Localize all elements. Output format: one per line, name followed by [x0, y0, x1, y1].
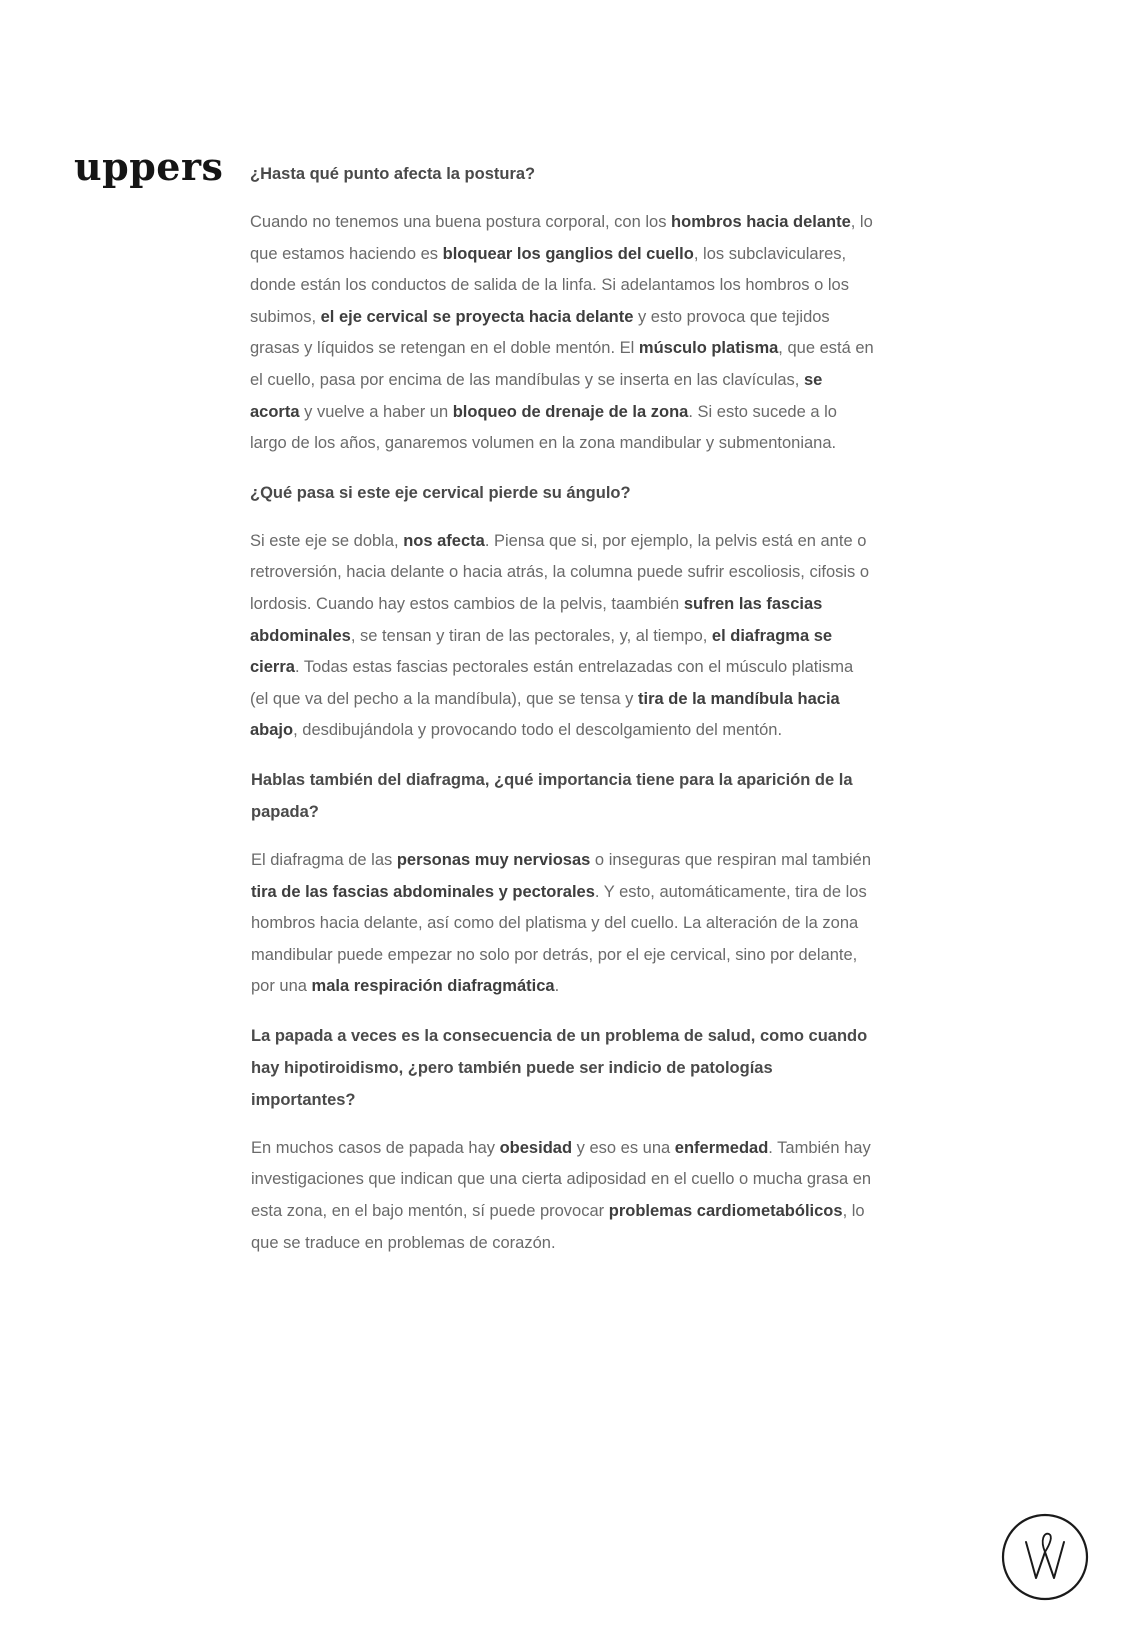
qa-section-1 — [250, 158, 874, 460]
body-text: , lo que estamos haciendo es — [250, 213, 873, 263]
emphasis-text: se acorta — [250, 370, 823, 421]
emphasis-text: músculo platisma — [638, 339, 779, 358]
question-heading: ¿Hasta qué punto afecta la postura? — [250, 165, 536, 183]
answer-paragraph — [250, 207, 874, 460]
body-text: y esto provoca que tejidos grasas y líquidos se retengan en el doble mentón. El — [250, 307, 830, 358]
body-text: y vuelve a haber un — [299, 402, 453, 421]
brand-logo: uppers — [74, 144, 224, 189]
body-text: . Piensa que si, por ejemplo, la pelvis está en ante o retroversión, hacia delante o hacia atrás, la columna puede sufrir escoliosis, cifosis o lordosis. Cuando hay estos cambios de la pelvis, taambién — [250, 531, 870, 613]
body-text: Si este eje se dobla, — [250, 531, 404, 550]
body-text: . — [554, 977, 560, 996]
emphasis-text: tira de las fascias abdominales y pectorales — [251, 882, 595, 901]
question-heading: La papada a veces es la consecuencia de un problema de salud, como cuando hay hipotiroidismo, ¿pero también puede ser indicio de patologías importantes? — [251, 1026, 868, 1109]
emphasis-text: problemas cardiometabólicos — [608, 1202, 843, 1221]
qa-section-2 — [250, 477, 874, 747]
body-text: , los subclaviculares, donde están los conductos de salida de la linfa. Si adelantamos los hombros o los subimos, — [250, 244, 849, 326]
emphasis-text: el diafragma se cierra — [250, 626, 833, 677]
emphasis-text: el eje cervical se proyecta hacia delante — [320, 307, 634, 326]
w-monogram-logo-icon — [1000, 1512, 1090, 1602]
emphasis-text: bloqueo de drenaje de la zona — [452, 402, 689, 421]
body-text: . Y esto, automáticamente, tira de los hombros hacia delante, así como del platisma y del cuello. La alteración de la zona mandibular puede empezar no solo por detrás, por el eje cervical, sino por delante, por una — [251, 882, 867, 996]
answer-paragraph — [251, 1133, 874, 1259]
emphasis-text: enfermedad — [674, 1138, 769, 1157]
body-text: En muchos casos de papada hay — [251, 1138, 500, 1157]
body-text: . Todas estas fascias pectorales están entrelazadas con el músculo platisma (el que va del pecho a la mandíbula), que se tensa y — [250, 658, 854, 708]
question-heading: ¿Qué pasa si este eje cervical pierde su ángulo? — [250, 483, 631, 502]
body-text: El diafragma de las — [251, 850, 397, 869]
body-text: . Si esto sucede a lo largo de los años, ganaremos volumen en la zona mandibular y submentoniana. — [250, 402, 837, 453]
emphasis-text: tira de la mandíbula hacia abajo — [250, 689, 840, 740]
emphasis-text: nos afecta — [403, 531, 485, 550]
emphasis-text: obesidad — [499, 1138, 573, 1157]
body-text: . También hay investigaciones que indican que una cierta adiposidad en el cuello o mucha grasa en esta zona, en el bajo mentón, sí puede provocar — [251, 1138, 872, 1221]
emphasis-text: mala respiración diafragmática — [311, 977, 555, 996]
emphasis-text: sufren las fascias abdominales — [250, 594, 823, 645]
qa-section-3 — [251, 764, 874, 1003]
emphasis-text: bloquear los ganglios del cuello — [442, 244, 694, 263]
body-text: , que está en el cuello, pasa por encima de las mandíbulas y se inserta en las clavículas, — [250, 339, 874, 389]
qa-section-4 — [251, 1020, 874, 1259]
answer-paragraph — [250, 526, 874, 747]
body-text: o inseguras que respiran mal también — [590, 850, 871, 869]
body-text: Cuando no tenemos una buena postura corporal, con los — [250, 213, 672, 231]
body-text: , desdibujándola y provocando todo el descolgamiento del mentón. — [293, 721, 783, 740]
body-text: y eso es una — [572, 1138, 675, 1157]
body-text: , se tensan y tiran de las pectorales, y, al tiempo, — [350, 626, 712, 645]
emphasis-text: personas muy nerviosas — [396, 850, 591, 869]
emphasis-text: hombros hacia delante — [671, 213, 851, 231]
body-text: , lo que se traduce en problemas de corazón. — [251, 1202, 865, 1252]
article-body — [250, 158, 874, 1276]
answer-paragraph — [251, 845, 874, 1003]
question-heading: Hablas también del diafragma, ¿qué importancia tiene para la aparición de la papada? — [251, 770, 853, 821]
